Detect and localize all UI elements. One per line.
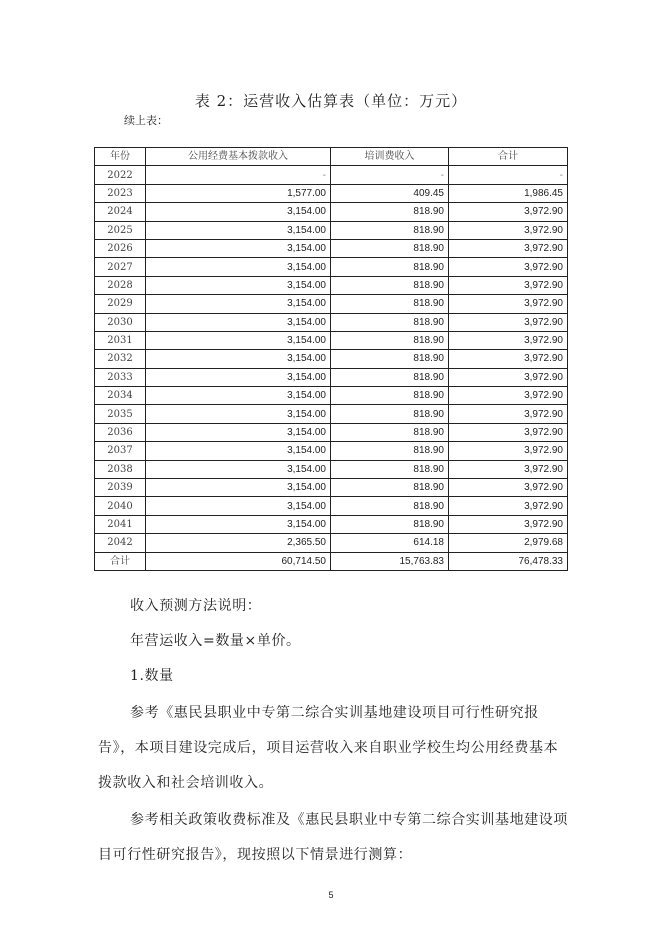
table-cell: 2031 [95, 331, 146, 349]
table-cell: 818.90 [331, 258, 449, 276]
table-cell: 3,154.00 [146, 313, 331, 331]
table-cell: 2028 [95, 276, 146, 294]
column-header: 公用经费基本拨款收入 [146, 148, 331, 166]
table-cell: 2041 [95, 515, 146, 533]
table-row [95, 479, 568, 497]
table-cell: 2034 [95, 387, 146, 405]
table-row [95, 166, 568, 184]
table-cell: 76,478.33 [449, 552, 568, 570]
table-cell: 3,154.00 [146, 331, 331, 349]
table-row [95, 203, 568, 221]
table-cell: 3,154.00 [146, 423, 331, 441]
paragraph: 参考相关政策收费标准及《惠民县职业中专第二综合实训基地建设项目可行性研究报告》，现按照以下情景进行测算： [98, 812, 568, 863]
table-cell: 3,154.00 [146, 405, 331, 423]
table-cell: 409.45 [331, 184, 449, 202]
table-cell: 2037 [95, 442, 146, 460]
column-header: 年份 [95, 148, 146, 166]
paragraph: 参考《惠民县职业中专第二综合实训基地建设项目可行性研究报告》，本项目建设完成后，项目运营收入来自职业学校生均公用经费基本拨款收入和社会培训收入。 [98, 705, 559, 791]
table-cell: 818.90 [331, 221, 449, 239]
table-cell: 2026 [95, 239, 146, 257]
paragraph: 1.数量 [130, 668, 174, 684]
table-row [95, 313, 568, 331]
table-cell: 818.90 [331, 405, 449, 423]
table-cell: 3,154.00 [146, 442, 331, 460]
table-cell: 2027 [95, 258, 146, 276]
table-row [95, 442, 568, 460]
table-cell: 3,154.00 [146, 368, 331, 386]
table-cell: 818.90 [331, 460, 449, 478]
table-row [95, 276, 568, 294]
table-cell: 818.90 [331, 423, 449, 441]
table-row [95, 497, 568, 515]
column-header: 培训费收入 [331, 148, 449, 166]
table-cell: - [331, 166, 449, 184]
table-cell: 3,972.90 [449, 350, 568, 368]
table-cell: 3,972.90 [449, 405, 568, 423]
table-cell: 3,154.00 [146, 515, 331, 533]
table-cell: 818.90 [331, 479, 449, 497]
table-cell: 3,154.00 [146, 203, 331, 221]
table-row [95, 239, 568, 257]
table-row [95, 515, 568, 533]
table-cell: 3,972.90 [449, 479, 568, 497]
table-cell: 2024 [95, 203, 146, 221]
table-cell: 3,154.00 [146, 460, 331, 478]
table-cell: 3,972.90 [449, 313, 568, 331]
table-cell: 2039 [95, 479, 146, 497]
table-cell: 818.90 [331, 276, 449, 294]
table-cell: 818.90 [331, 442, 449, 460]
table-header-row [95, 148, 568, 166]
table-cell: 1,986.45 [449, 184, 568, 202]
table-cell: 2,365.50 [146, 534, 331, 552]
continued-label: 续上表： [124, 114, 168, 127]
paragraph: 收入预测方法说明： [130, 598, 262, 614]
table-cell: 1,577.00 [146, 184, 331, 202]
table-row [95, 295, 568, 313]
table-row [95, 331, 568, 349]
table-cell: 3,154.00 [146, 497, 331, 515]
revenue-table [94, 147, 568, 571]
table-cell: 2035 [95, 405, 146, 423]
table-cell: 3,154.00 [146, 350, 331, 368]
column-header: 合计 [449, 148, 568, 166]
page-number: 5 [328, 890, 334, 900]
table-row [95, 405, 568, 423]
table-cell: 3,154.00 [146, 295, 331, 313]
table-row [95, 552, 568, 570]
table-cell: 2,979.68 [449, 534, 568, 552]
table-cell: 60,714.50 [146, 552, 331, 570]
table-cell: 2040 [95, 497, 146, 515]
table-cell: 3,154.00 [146, 276, 331, 294]
table-row [95, 258, 568, 276]
table-cell: 2042 [95, 534, 146, 552]
table-cell: 2022 [95, 166, 146, 184]
table-cell: 3,154.00 [146, 479, 331, 497]
table-row [95, 460, 568, 478]
table-cell: 818.90 [331, 239, 449, 257]
table-row [95, 184, 568, 202]
table-cell: 3,972.90 [449, 497, 568, 515]
table-cell: 2030 [95, 313, 146, 331]
table-cell: 2025 [95, 221, 146, 239]
table-row [95, 368, 568, 386]
table-cell: 3,972.90 [449, 442, 568, 460]
table-cell: 2033 [95, 368, 146, 386]
table-cell: 818.90 [331, 368, 449, 386]
table-cell: 3,972.90 [449, 515, 568, 533]
table-cell: 3,154.00 [146, 221, 331, 239]
table-cell: 3,154.00 [146, 387, 331, 405]
table-cell: 818.90 [331, 313, 449, 331]
table-cell: 3,972.90 [449, 387, 568, 405]
table-cell: 818.90 [331, 203, 449, 221]
table-cell: 合计 [95, 552, 146, 570]
table-cell: 3,972.90 [449, 221, 568, 239]
table-title: 表 2：运营收入估算表（单位：万元） [194, 92, 468, 110]
table-cell: 818.90 [331, 515, 449, 533]
table-cell: 2029 [95, 295, 146, 313]
table-cell: 818.90 [331, 350, 449, 368]
paragraph: 年营运收入=数量×单价。 [130, 633, 301, 649]
table-cell: 3,972.90 [449, 276, 568, 294]
table-cell: 2023 [95, 184, 146, 202]
table-cell: 614.18 [331, 534, 449, 552]
table-cell: 818.90 [331, 295, 449, 313]
table-row [95, 221, 568, 239]
table-cell: 15,763.83 [331, 552, 449, 570]
table-cell: 3,972.90 [449, 203, 568, 221]
table-cell: 2038 [95, 460, 146, 478]
table-cell: - [449, 166, 568, 184]
table-cell: 3,972.90 [449, 423, 568, 441]
table-cell: 818.90 [331, 387, 449, 405]
table-cell: 2032 [95, 350, 146, 368]
table-cell: 3,972.90 [449, 460, 568, 478]
table-cell: - [146, 166, 331, 184]
table-row [95, 350, 568, 368]
table-cell: 3,972.90 [449, 368, 568, 386]
table-cell: 818.90 [331, 497, 449, 515]
table-cell: 818.90 [331, 331, 449, 349]
table-row [95, 423, 568, 441]
table-cell: 3,972.90 [449, 239, 568, 257]
table-cell: 3,972.90 [449, 258, 568, 276]
table-cell: 3,154.00 [146, 239, 331, 257]
table-row [95, 534, 568, 552]
table-cell: 3,972.90 [449, 295, 568, 313]
table-cell: 3,972.90 [449, 331, 568, 349]
table-cell: 2036 [95, 423, 146, 441]
table-row [95, 387, 568, 405]
table-cell: 3,154.00 [146, 258, 331, 276]
